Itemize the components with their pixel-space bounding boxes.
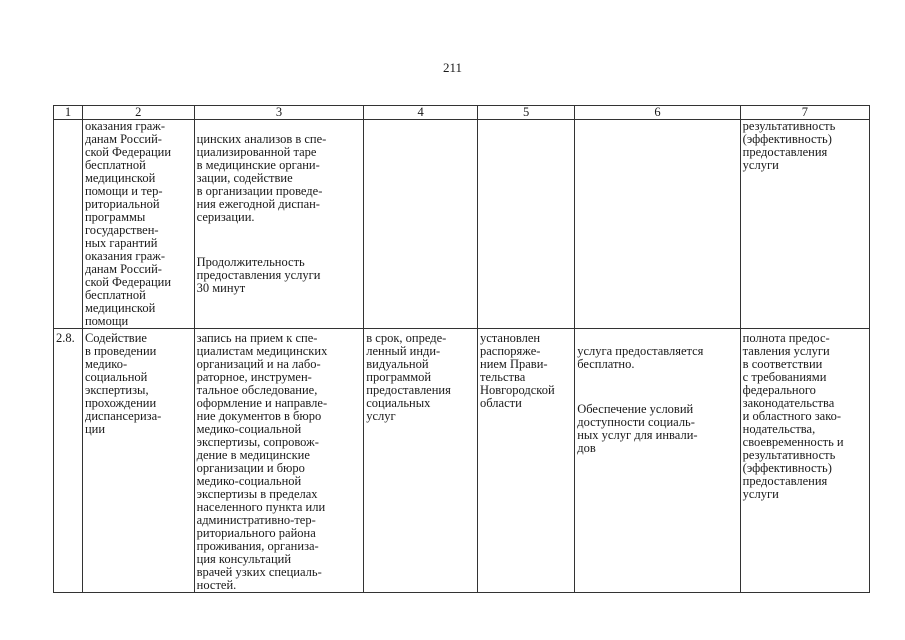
row2-description-cell: запись на прием к спе- циалистам медицинских организаций и на лабо- раторное, инструмен- тальное обследование, оформление и направле- ние документов в бюро медико-социальной экспертизы, сопровож- дение в медицинские организации и бюро медико-социальной экспертизы в пределах населенного пункта или административно-тер- риториального района проживания, организа- ция консультаций врачей узких специаль- ностей.	[194, 329, 364, 593]
row2-tariff-cell: установлен распоряже- нием Прави- тельства Новгородской области	[478, 329, 575, 593]
header-cell-3: 3	[194, 106, 364, 120]
row2-number-cell: 2.8.	[54, 329, 83, 593]
row1-tariff-cell	[478, 120, 575, 329]
row2-free-text: услуга предоставляется бесплатно.	[577, 344, 704, 371]
row2-conditions-cell	[575, 329, 740, 593]
row2-performance-cell: полнота предос- тавления услуги в соответствии с требованиями федерального законодательства и областного зако- нодательства, своевременность и результативность (эффективность) предоставления услуги	[740, 329, 869, 593]
table-header-row	[54, 106, 870, 120]
header-cell-4: 4	[364, 106, 478, 120]
row1-description-text: цинских анализов в спе- циализированной таре в медицинские органи- зации, содействие в организации проведе- ния ежегодной диспан- серизации.	[196, 132, 327, 224]
header-cell-2: 2	[82, 106, 194, 120]
header-cell-5: 5	[478, 106, 575, 120]
header-cell-1: 1	[54, 106, 83, 120]
row1-number-cell	[54, 120, 83, 329]
row1-term-cell	[364, 120, 478, 329]
page-number: 211	[442, 60, 463, 75]
table-row	[54, 120, 870, 329]
row2-accessibility-text: Обеспечение условий доступности социаль- ных услуг для инвали- дов	[577, 402, 698, 455]
header-cell-7: 7	[740, 106, 869, 120]
services-table	[53, 105, 870, 593]
row1-performance-cell: результативность (эффективность) предоставления услуги	[740, 120, 869, 329]
row1-duration-text: Продолжительность предоставления услуги 30 минут	[196, 255, 321, 295]
header-cell-6: 6	[575, 106, 740, 120]
table-row	[54, 329, 870, 593]
row1-service-name-cell: оказания граж- данам Россий- ской Федерации бесплатной медицинской помощи и тер- риториальной программы государствен- ных гарантий оказания граж- данам Россий- ской Федерации бесплатной медицинской помощи	[82, 120, 194, 329]
row1-description-cell	[194, 120, 364, 329]
row2-term-cell: в срок, опреде- ленный инди- видуальной программой предоставления социальных услуг	[364, 329, 478, 593]
row1-conditions-cell	[575, 120, 740, 329]
row2-service-name-cell: Содействие в проведении медико- социальной экспертизы, прохождении диспансериза- ции	[82, 329, 194, 593]
